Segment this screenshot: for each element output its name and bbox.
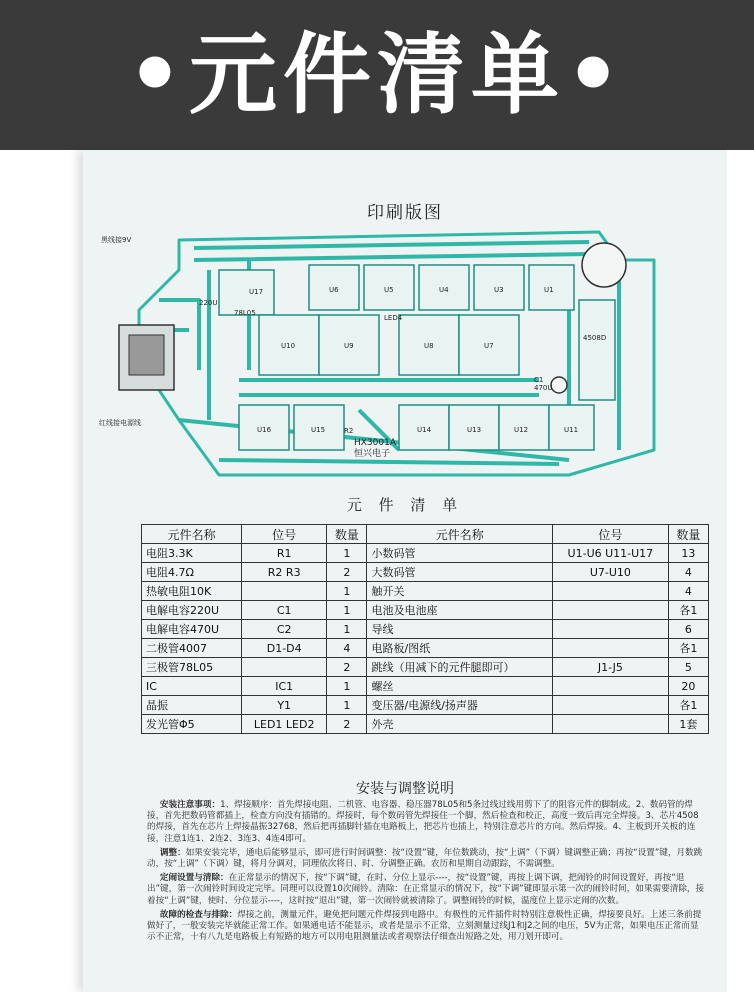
table-cell — [553, 620, 669, 639]
table-row — [142, 658, 709, 677]
instruction-paragraph — [147, 910, 707, 944]
table-row — [142, 601, 709, 620]
table-cell: IC — [142, 677, 242, 696]
u11-label: U11 — [564, 426, 579, 434]
table-cell — [553, 715, 669, 734]
c1-label: C1 — [534, 376, 544, 384]
led-label: LED4 — [384, 314, 403, 322]
ic-label: 4508D — [583, 334, 607, 342]
table-cell: 电池及电池座 — [367, 601, 553, 620]
table-cell: 三极管78L05 — [142, 658, 242, 677]
table-cell: 小数码管 — [367, 544, 553, 563]
table-cell: LED1 LED2 — [242, 715, 327, 734]
u6-label: U6 — [329, 286, 339, 294]
board-model-label: HX3001A — [354, 438, 396, 448]
table-cell — [242, 658, 327, 677]
regulator-label: 78L05 — [234, 309, 256, 317]
u8-label: U8 — [424, 342, 434, 350]
u9-label: U9 — [344, 342, 354, 350]
table-row — [142, 696, 709, 715]
table-cell: 跳线（用减下的元件腿即可） — [367, 658, 553, 677]
u15-label: U15 — [311, 426, 326, 434]
u7-label: U7 — [484, 342, 494, 350]
table-cell: 5 — [668, 658, 708, 677]
instructions-body — [147, 800, 707, 946]
table-cell: Y1 — [242, 696, 327, 715]
table-cell — [553, 696, 669, 715]
table-row — [142, 563, 709, 582]
r2-label: R2 — [344, 427, 354, 435]
table-cell: C2 — [242, 620, 327, 639]
paragraph-text: 如果安装完毕，通电后能够显示，即可进行时间调整：按“设置”键，年位数跳动，按“上调”（下调）键调整正确；再按“设置”键，月数跳动，按“上调”（下调）键，将月分调对，同理依次将日、时、分调整正确。农历和星期自动跟踪，不需调整。 — [147, 847, 703, 870]
u10-label: U10 — [281, 342, 296, 350]
table-cell: 2 — [327, 563, 367, 582]
table-row — [142, 639, 709, 658]
table-cell: 6 — [668, 620, 708, 639]
table-cell: 电解电容470U — [142, 620, 242, 639]
table-cell: D1-D4 — [242, 639, 327, 658]
table-cell: 4 — [668, 582, 708, 601]
table-cell: U1-U6 U11-U17 — [553, 544, 669, 563]
table-cell: 变压器/电源线/扬声器 — [367, 696, 553, 715]
u13-label: U13 — [467, 426, 482, 434]
header-cell: 数量 — [327, 525, 367, 544]
table-row — [142, 620, 709, 639]
table-cell: 1 — [327, 620, 367, 639]
table-cell: 2 — [327, 658, 367, 677]
table-cell: 1 — [327, 696, 367, 715]
header-cell: 元件名称 — [367, 525, 553, 544]
table-cell: 1套 — [668, 715, 708, 734]
table-cell: 1 — [327, 677, 367, 696]
paragraph-text: 在正常显示的情况下，按“下调”键，在时、分位上显示----，按“设置”键，再按上调下调，把闹铃的时间设置好，再按“退出”键，第一次闹铃时间设定完毕。同理可以设置10次闹铃。清除：在正常显示的情况下，按“下调”键即显示第一次的闹铃时间，如果需要清除，接着按“上调”键，使时、分位显示----，这时按“退出”键，第一次闹铃就被清除了。调整闹铃的时候，温度位上显示定闹的次数。 — [147, 873, 705, 906]
table-cell: C1 — [242, 601, 327, 620]
paragraph-heading: 调整： — [159, 847, 186, 858]
table-cell: 触开关 — [367, 582, 553, 601]
paragraph-text: 1、焊接顺序：首先焊接电阻、二机管、电容器、稳压器78L05和5条过线过线用剪下了的阻容元件的脚制成。2、数码管的焊接，首先把数码管都插上，检查方向没有插错的。焊接时，每个数码管先焊接住一个脚，然后检查和校正，高度一致后再完全焊接。3、芯片4508的焊接，首先在芯片上焊接晶振32768，然后把再插脚针插在电路板上，把芯片也插上，特别注意芯片的方向。然后焊接。4、主板到开关板的连接，注意1连1、2连2、3连3、4连4即可。 — [147, 800, 699, 844]
u5-label: U5 — [384, 286, 394, 294]
c2-label: 220U — [199, 299, 218, 307]
paragraph-heading: 安装注意事项： — [159, 800, 221, 810]
instruction-paragraph — [147, 873, 707, 907]
u14-label: U14 — [417, 426, 432, 434]
brand-label: 恒兴电子 — [354, 449, 391, 459]
header-cell: 位号 — [553, 525, 669, 544]
banner-title: •元件清单• — [126, 23, 628, 126]
table-cell: 二极管4007 — [142, 639, 242, 658]
table-cell — [553, 639, 669, 658]
table-cell: 晶振 — [142, 696, 242, 715]
table-cell: IC1 — [242, 677, 327, 696]
table-cell: 电路板/图纸 — [367, 639, 553, 658]
document-sheet — [83, 150, 727, 992]
u17-label: U17 — [249, 288, 264, 296]
u12-label: U12 — [514, 426, 529, 434]
table-cell: R2 R3 — [242, 563, 327, 582]
table-cell: 各1 — [668, 696, 708, 715]
table-cell: R1 — [242, 544, 327, 563]
table-cell: 4 — [327, 639, 367, 658]
u1-label: U1 — [544, 286, 554, 294]
u4-label: U4 — [439, 286, 449, 294]
table-cell — [553, 677, 669, 696]
table-cell: 发光管Φ5 — [142, 715, 242, 734]
table-row — [142, 677, 709, 696]
table-cell: 20 — [668, 677, 708, 696]
table-cell: 电阻4.7Ω — [142, 563, 242, 582]
red-wire-label: 红线接电源线 — [99, 419, 141, 427]
header-cell: 数量 — [668, 525, 708, 544]
u3-label: U3 — [494, 286, 504, 294]
header-cell: 位号 — [242, 525, 327, 544]
table-cell: 13 — [668, 544, 708, 563]
parts-table — [141, 524, 709, 734]
table-row — [142, 544, 709, 563]
table-cell: 1 — [327, 601, 367, 620]
table-cell: 1 — [327, 582, 367, 601]
table-cell — [553, 582, 669, 601]
header-cell: 元件名称 — [142, 525, 242, 544]
u16-label: U16 — [257, 426, 272, 434]
table-cell: 螺丝 — [367, 677, 553, 696]
table-cell: 电阻3.3K — [142, 544, 242, 563]
pcb-layout — [99, 220, 659, 480]
table-header-row — [142, 525, 709, 544]
table-row — [142, 715, 709, 734]
table-cell: 各1 — [668, 639, 708, 658]
table-cell: 外壳 — [367, 715, 553, 734]
black-wire-label: 黑线接9V — [101, 236, 132, 244]
table-cell: 4 — [668, 563, 708, 582]
paragraph-text: 焊接之前，测量元件，避免把问题元件焊接到电路中。有极性的元件插件时特别注意极性正确，焊接要良好。上述三条前提做好了，一般安装完毕就能正常工作。如果通电话不能显示，或者是显示不正常，立刻测量过线J1和J2之间的电压，5V为正常，如果电压正常而显示不正常，十有八九是电路板上有短路的地方可以用电阻测量法或者观察法仔细查出短路之处，用刀划开即可。 — [147, 909, 702, 943]
parts-list-title: 元 件 清 单 — [346, 496, 464, 514]
table-cell — [553, 601, 669, 620]
table-cell — [242, 582, 327, 601]
table-cell: 导线 — [367, 620, 553, 639]
table-cell: 2 — [327, 715, 367, 734]
pcb-title: 印刷版图 — [367, 203, 443, 223]
table-cell: U7-U10 — [553, 563, 669, 582]
paragraph-heading: 定闹设置与清除： — [159, 873, 229, 884]
table-cell: 大数码管 — [367, 563, 553, 582]
table-cell: J1-J5 — [553, 658, 669, 677]
paragraph-heading: 故障的检查与排除： — [159, 909, 238, 920]
title-banner — [0, 0, 754, 150]
table-cell: 各1 — [668, 601, 708, 620]
instruction-paragraph — [147, 848, 707, 870]
c1-value-label: 470U — [534, 384, 553, 392]
instructions-title: 安装与调整说明 — [356, 781, 454, 797]
table-cell: 1 — [327, 544, 367, 563]
instruction-paragraph — [147, 800, 707, 845]
table-cell: 电解电容220U — [142, 601, 242, 620]
table-row — [142, 582, 709, 601]
table-cell: 热敏电阻10K — [142, 582, 242, 601]
